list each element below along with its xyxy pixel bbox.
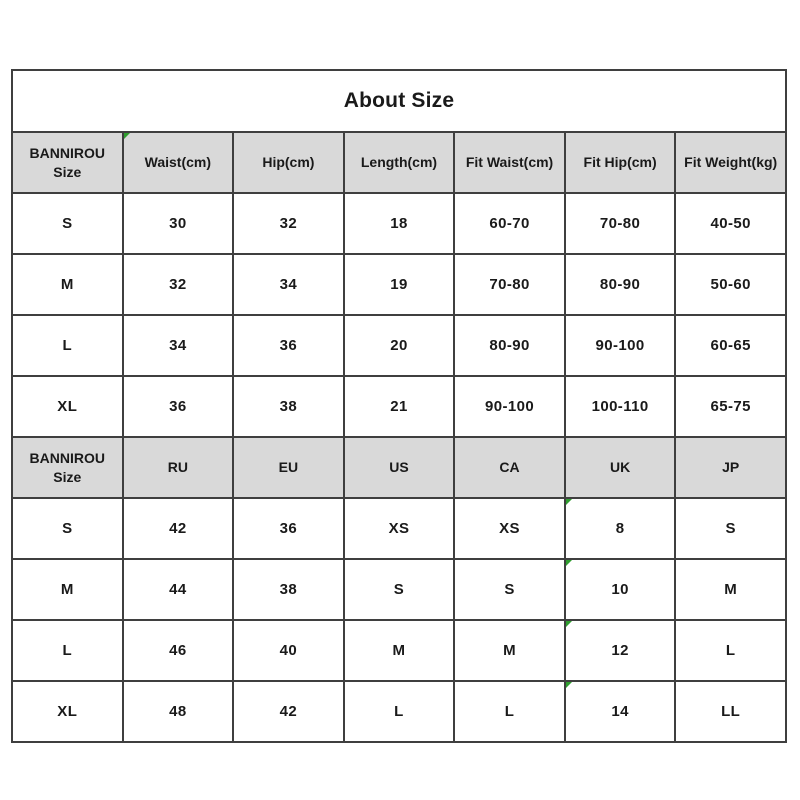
table-cell: 36 <box>233 315 344 376</box>
table-cell: 30 <box>123 193 234 254</box>
column-header: BANNIROU Size <box>12 437 123 498</box>
column-header: EU <box>233 437 344 498</box>
table-cell: 14 <box>565 681 676 742</box>
table-cell: 65-75 <box>675 376 786 437</box>
column-header: US <box>344 437 455 498</box>
table-cell: 60-65 <box>675 315 786 376</box>
table-cell: S <box>675 498 786 559</box>
table-cell: L <box>344 681 455 742</box>
table-cell: 44 <box>123 559 234 620</box>
table-cell: 70-80 <box>454 254 565 315</box>
row-label: XL <box>12 376 123 437</box>
table-cell: M <box>344 620 455 681</box>
data-row <box>12 193 786 254</box>
size-table <box>11 69 787 743</box>
table-cell: 12 <box>565 620 676 681</box>
table-cell: 18 <box>344 193 455 254</box>
data-row <box>12 315 786 376</box>
column-header: RU <box>123 437 234 498</box>
table-cell: 90-100 <box>565 315 676 376</box>
table-cell: 90-100 <box>454 376 565 437</box>
data-row <box>12 559 786 620</box>
comment-marker-icon <box>566 682 572 688</box>
table-cell: 21 <box>344 376 455 437</box>
table-cell: M <box>675 559 786 620</box>
column-header: Fit Weight(kg) <box>675 132 786 193</box>
row-label: M <box>12 559 123 620</box>
data-row <box>12 620 786 681</box>
table-cell: 38 <box>233 559 344 620</box>
row-label: S <box>12 193 123 254</box>
table-cell: XS <box>454 498 565 559</box>
table-cell: M <box>454 620 565 681</box>
size-chart <box>11 69 787 743</box>
table-cell: 20 <box>344 315 455 376</box>
column-header: Fit Waist(cm) <box>454 132 565 193</box>
table-cell: 50-60 <box>675 254 786 315</box>
comment-marker-icon <box>566 621 572 627</box>
row-label: S <box>12 498 123 559</box>
comment-marker-icon <box>124 133 130 139</box>
table-cell: 80-90 <box>454 315 565 376</box>
table-cell: 34 <box>123 315 234 376</box>
header-row <box>12 132 786 193</box>
column-header: UK <box>565 437 676 498</box>
table-cell: 34 <box>233 254 344 315</box>
table-cell: 8 <box>565 498 676 559</box>
table-cell: 46 <box>123 620 234 681</box>
size-table-body <box>12 70 786 742</box>
table-cell: 42 <box>233 681 344 742</box>
data-row <box>12 376 786 437</box>
column-header: JP <box>675 437 786 498</box>
row-label: XL <box>12 681 123 742</box>
table-cell: LL <box>675 681 786 742</box>
table-cell: XS <box>344 498 455 559</box>
table-cell: S <box>454 559 565 620</box>
column-header: Fit Hip(cm) <box>565 132 676 193</box>
table-cell: 40 <box>233 620 344 681</box>
table-cell: 100-110 <box>565 376 676 437</box>
title-row <box>12 70 786 132</box>
row-label: L <box>12 315 123 376</box>
table-cell: 40-50 <box>675 193 786 254</box>
table-cell: 10 <box>565 559 676 620</box>
table-cell: 70-80 <box>565 193 676 254</box>
table-cell: 38 <box>233 376 344 437</box>
comment-marker-icon <box>566 499 572 505</box>
table-cell: 60-70 <box>454 193 565 254</box>
table-cell: 48 <box>123 681 234 742</box>
table-cell: S <box>344 559 455 620</box>
comment-marker-icon <box>566 560 572 566</box>
table-cell: L <box>454 681 565 742</box>
column-header: Hip(cm) <box>233 132 344 193</box>
table-cell: 32 <box>233 193 344 254</box>
page-title: About Size <box>12 70 786 132</box>
table-cell: 32 <box>123 254 234 315</box>
table-cell: 42 <box>123 498 234 559</box>
column-header: Waist(cm) <box>123 132 234 193</box>
row-label: L <box>12 620 123 681</box>
table-cell: 80-90 <box>565 254 676 315</box>
column-header: CA <box>454 437 565 498</box>
table-cell: 36 <box>123 376 234 437</box>
data-row <box>12 254 786 315</box>
header-row <box>12 437 786 498</box>
column-header: Length(cm) <box>344 132 455 193</box>
data-row <box>12 498 786 559</box>
table-cell: L <box>675 620 786 681</box>
data-row <box>12 681 786 742</box>
table-cell: 19 <box>344 254 455 315</box>
table-cell: 36 <box>233 498 344 559</box>
column-header: BANNIROU Size <box>12 132 123 193</box>
row-label: M <box>12 254 123 315</box>
